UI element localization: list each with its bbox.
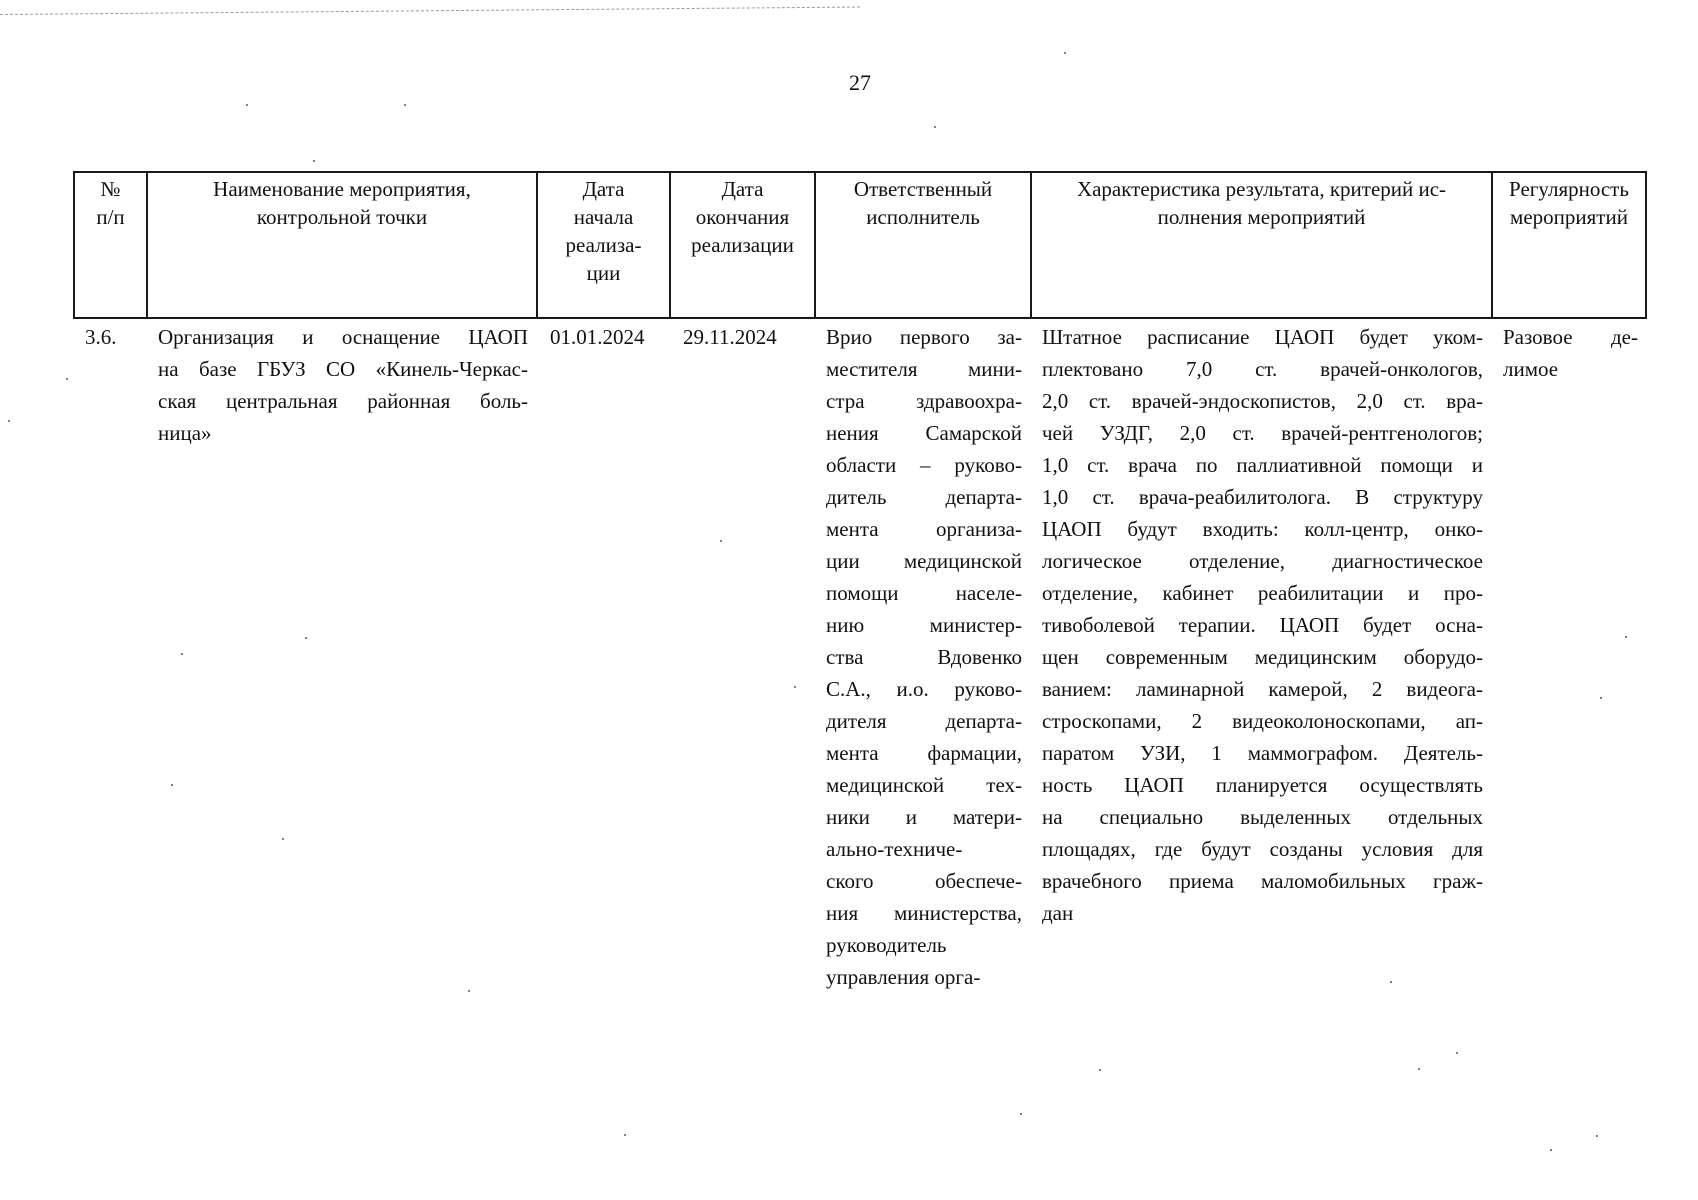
responsible-line: нения Самарской	[826, 421, 1022, 445]
responsible-line: области – руково-	[826, 453, 1022, 477]
scan-speck	[1596, 1135, 1598, 1137]
header-result-line: полнения мероприятий	[1157, 205, 1366, 229]
scan-speck	[282, 838, 284, 840]
header-start-line: Дата	[582, 177, 625, 201]
scan-speck	[305, 637, 307, 639]
scan-speck	[1456, 1052, 1458, 1054]
scan-speck	[794, 686, 796, 688]
scan-speck	[1600, 697, 1602, 699]
result-line: ность ЦАОП планируется осуществлять	[1042, 773, 1483, 797]
row-activity-name	[147, 318, 537, 993]
header-start-date	[537, 172, 670, 318]
header-responsible-line: исполнитель	[866, 205, 980, 229]
scan-speck	[1064, 52, 1066, 54]
responsible-line: нию министер-	[826, 613, 1022, 637]
responsible-line: ники и матери-	[826, 805, 1022, 829]
header-end-line: Дата	[721, 177, 764, 201]
responsible-line: ства Вдовенко	[826, 645, 1022, 669]
row-start-date: 01.01.2024	[550, 325, 645, 349]
responsible-line: дителя департа-	[826, 709, 1022, 733]
result-line: на специально выделенных отдельных	[1042, 805, 1483, 829]
header-regularity-line: Регулярность	[1509, 177, 1629, 201]
header-responsible-line: Ответственный	[853, 177, 993, 201]
scan-speck	[1390, 981, 1392, 983]
row-result	[1031, 318, 1492, 993]
row-number: 3.6.	[85, 325, 117, 349]
header-end-line: реализации	[691, 233, 794, 257]
row-regularity	[1492, 318, 1646, 993]
responsible-line: руководитель	[826, 933, 947, 957]
scan-speck	[1550, 1149, 1552, 1151]
scan-speck	[1625, 636, 1627, 638]
result-line: ЦАОП будут входить: колл-центр, онко-	[1042, 517, 1483, 541]
scan-speck	[66, 378, 68, 380]
result-line: 1,0 ст. врача-реабилитолога. В структуру	[1042, 485, 1483, 509]
responsible-line: помощи населе-	[826, 581, 1022, 605]
header-num-line: №	[100, 177, 121, 201]
scan-speck	[1099, 1069, 1101, 1071]
scan-speck	[468, 990, 470, 992]
header-responsible	[815, 172, 1031, 318]
scan-speck	[934, 126, 936, 128]
table-header-row	[74, 172, 1646, 318]
responsible-line: мента организа-	[826, 517, 1022, 541]
result-line: врачебного приема маломобильных граж-	[1042, 869, 1483, 893]
header-name-line: контрольной точки	[256, 205, 428, 229]
header-name	[147, 172, 537, 318]
header-num	[74, 172, 147, 318]
header-num-line: п/п	[96, 205, 125, 229]
result-line: чей УЗДГ, 2,0 ст. врачей-рентгенологов;	[1042, 421, 1483, 445]
result-line: щен современным медицинским оборудо-	[1042, 645, 1483, 669]
result-line: 1,0 ст. врача по паллиативной помощи и	[1042, 453, 1483, 477]
result-line: ванием: ламинарной камерой, 2 видеога-	[1042, 677, 1483, 701]
result-line: тивоболевой терапии. ЦАОП будет осна-	[1042, 613, 1483, 637]
result-line: площадях, где будут созданы условия для	[1042, 837, 1483, 861]
activity-name-line: ская центральная районная боль-	[158, 389, 528, 413]
responsible-line: медицинской тех-	[826, 773, 1022, 797]
responsible-line: мента фармации,	[826, 741, 1022, 765]
result-line: логическое отделение, диагностическое	[1042, 549, 1483, 573]
header-regularity	[1492, 172, 1646, 318]
scan-speck	[1020, 1113, 1022, 1115]
result-line: плектовано 7,0 ст. врачей-онкологов,	[1042, 357, 1483, 381]
row-responsible	[815, 318, 1031, 993]
page-number: 27	[849, 70, 871, 95]
scan-speck	[1418, 1068, 1420, 1070]
result-line: паратом УЗИ, 1 маммографом. Деятель-	[1042, 741, 1483, 765]
responsible-line: местителя мини-	[826, 357, 1022, 381]
activity-name-line: на базе ГБУЗ СО «Кинель-Черкас-	[158, 357, 528, 381]
scan-speck	[720, 540, 722, 542]
responsible-line: дитель департа-	[826, 485, 1022, 509]
header-name-line: Наименование мероприятия,	[213, 177, 471, 201]
responsible-line: ского обеспече-	[826, 869, 1022, 893]
responsible-line: Врио первого за-	[826, 325, 1022, 349]
result-line: строскопами, 2 видеоколоноскопами, ап-	[1042, 709, 1483, 733]
table-row	[74, 318, 1646, 993]
responsible-line: С.А., и.о. руково-	[826, 677, 1022, 701]
activity-name-line: ница»	[158, 421, 212, 445]
row-end-date: 29.11.2024	[683, 325, 777, 349]
scan-speck	[181, 653, 183, 655]
responsible-line: ции медицинской	[826, 549, 1022, 573]
scan-speck	[171, 784, 173, 786]
responsible-line: стра здравоохра-	[826, 389, 1022, 413]
responsible-line: управления орга-	[826, 965, 981, 989]
activities-table	[73, 171, 1647, 993]
header-end-date	[670, 172, 815, 318]
scan-speck	[313, 160, 315, 162]
scan-speck	[8, 420, 10, 422]
scan-top-rule	[0, 6, 860, 15]
header-result-line: Характеристика результата, критерий ис-	[1076, 177, 1447, 201]
result-line: Штатное расписание ЦАОП будет уком-	[1042, 325, 1483, 349]
responsible-line: ально-техниче-	[826, 837, 963, 861]
scan-speck	[404, 104, 406, 106]
header-start-line: начала	[573, 205, 634, 229]
header-result	[1031, 172, 1492, 318]
result-line: отделение, кабинет реабилитации и про-	[1042, 581, 1483, 605]
regularity-line: Разовое де-	[1503, 325, 1638, 349]
activity-name-line: Организация и оснащение ЦАОП	[158, 325, 528, 349]
result-line: дан	[1042, 901, 1074, 925]
header-end-line: окончания	[695, 205, 790, 229]
header-regularity-line: мероприятий	[1510, 205, 1628, 229]
result-line: 2,0 ст. врачей-эндоскопистов, 2,0 ст. вра-	[1042, 389, 1483, 413]
header-start-line: ции	[586, 261, 621, 285]
scan-speck	[246, 104, 248, 106]
responsible-line: ния министерства,	[826, 901, 1022, 925]
scan-speck	[624, 1134, 626, 1136]
regularity-line: лимое	[1503, 357, 1559, 381]
header-start-line: реализа-	[565, 233, 642, 257]
